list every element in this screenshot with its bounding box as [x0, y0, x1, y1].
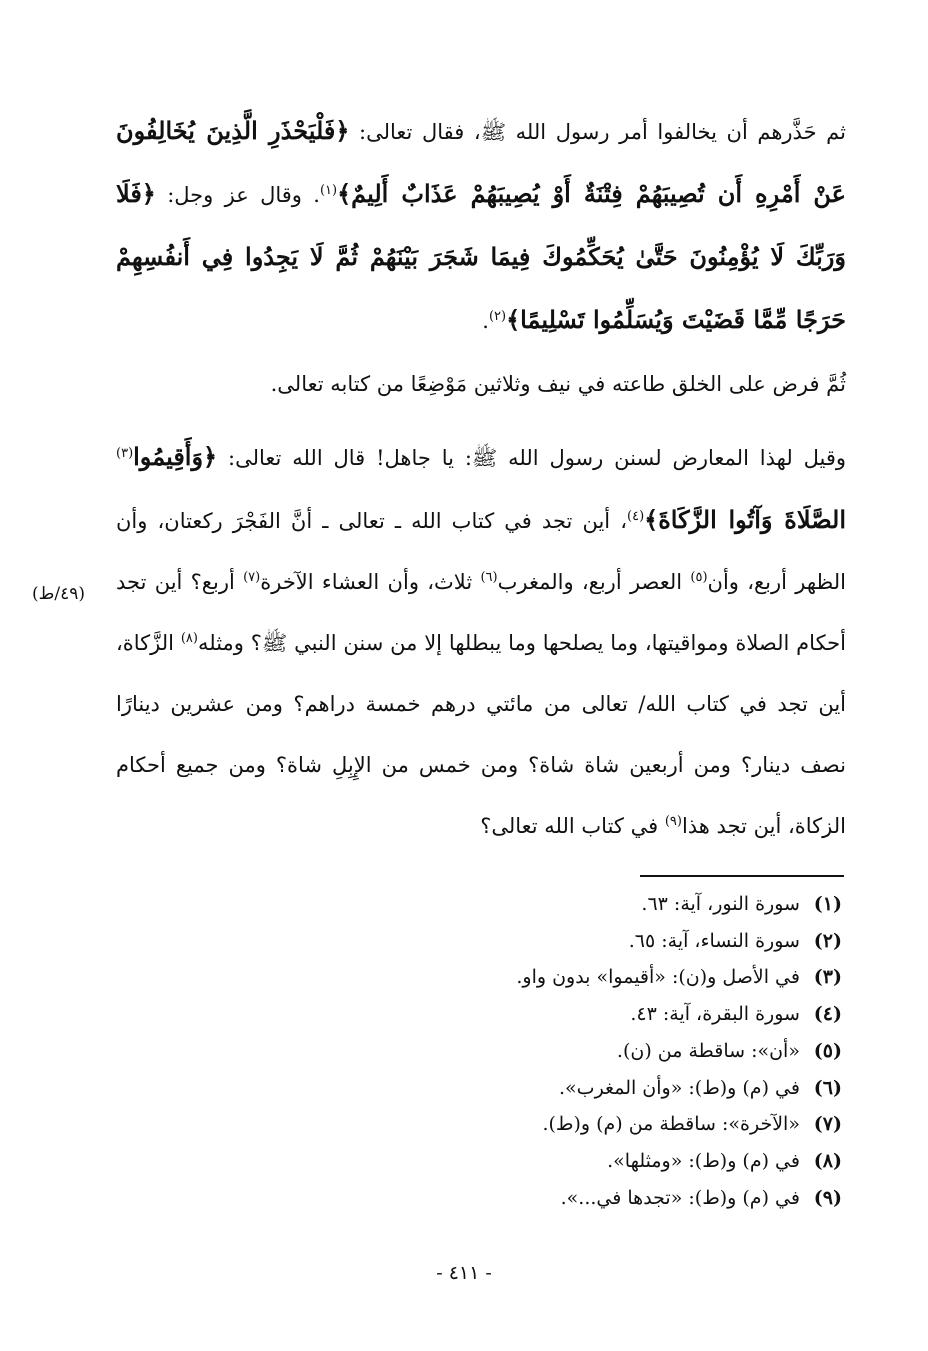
text-run: ، أين تجد في كتاب الله ـ تعالى ـ أنَّ الفَجْرَ ركعتان، وأن الظهر أربع، وأن	[116, 509, 846, 594]
page-number: - ٤١١ -	[436, 1262, 492, 1284]
text-run: ثُمَّ فرض على الخلق طاعته في نيف وثلاثين مَوْضِعًا من كتابه تعالى.	[270, 372, 846, 396]
footnote-text: في (م) و(ط): «ومثلها».	[607, 1149, 800, 1172]
paragraph-2	[116, 354, 846, 415]
footnote-number: (٢)	[813, 929, 842, 952]
footnote-ref: (٧)	[243, 570, 261, 585]
footnote-ref: (٩)	[664, 814, 682, 829]
footnote-text: سورة النساء، آية: ٦٥.	[628, 929, 800, 952]
footnote-item	[322, 996, 842, 1033]
text-run: الزَّكاة، أين تجد في كتاب الله/ تعالى من مائتي درهم خمسة دراهم؟ ومن عشرين دينارًا نصف دينار؟ ومن أربعين شاة شاة؟ ومن خمس من الإِبِلِ شاة؟ ومن جميع أحكام الزكاة، أين تجد هذا	[116, 631, 846, 838]
footnote-item	[322, 1106, 842, 1143]
footnote-ref: (١)	[319, 183, 338, 198]
footnote-number: (٣)	[813, 966, 842, 989]
text-run: أربع؟ أين تجد أحكام الصلاة ومواقيتها، وما يصلحها وما يبطلها إلا من سنن النبي ﷺ؟ ومثله	[116, 570, 846, 655]
quran-verse: ﴿وَأَقِيمُوا	[133, 442, 218, 471]
margin-note: (٤٩/ط)	[32, 584, 85, 604]
footnote-item	[322, 1070, 842, 1107]
footnote-text: «الآخرة»: ساقطة من (م) و(ط).	[542, 1113, 800, 1136]
quran-verse: ﴿فَلَا وَرَبِّكَ لَا يُؤْمِنُونَ حَتَّىٰ يُحَكِّمُوكَ فِيمَا شَجَرَ بَيْنَهُمْ ثُمَّ لَا يَجِدُوا فِي أَنفُسِهِمْ حَرَجًا مِّمَّا قَضَيْتَ وَيُسَلِّمُوا تَسْلِيمًا﴾	[116, 179, 846, 334]
footnote-number: (٦)	[813, 1076, 842, 1099]
footnote-item	[322, 886, 842, 923]
text-run: وقيل لهذا المعارض لسنن رسول الله ﷺ: يا جاهل! قال الله تعالى:	[217, 446, 846, 470]
quran-verse: الصَّلَاةَ وَآتُوا الزَّكَاةَ﴾	[644, 505, 846, 534]
footnote-number: (٨)	[813, 1149, 842, 1172]
footnote-text: سورة النور، آية: ٦٣.	[641, 893, 800, 915]
footnote-ref: (٦)	[480, 570, 498, 585]
footnote-text: سورة البقرة، آية: ٤٣.	[630, 1003, 800, 1026]
main-text	[116, 100, 846, 857]
footnote-number: (٤)	[813, 1003, 842, 1026]
text-run: العصر أربع، والمغرب	[497, 570, 691, 594]
footnote-ref: (٥)	[690, 570, 708, 585]
footnote-ref: (٢)	[488, 309, 507, 324]
footnote-text: «أن»: ساقطة من (ن).	[616, 1039, 800, 1062]
footnote-item	[322, 1143, 842, 1180]
text-run: . وقال عز وجل:	[155, 183, 320, 207]
footnotes-list	[322, 886, 842, 1216]
footnote-ref: (٣)	[116, 446, 134, 461]
footnote-item	[322, 923, 842, 960]
footnote-item	[322, 959, 842, 996]
footnote-number: (١)	[813, 893, 842, 915]
text-run: .	[482, 309, 489, 333]
footnote-text: في الأصل و(ن): «أقيموا» بدون واو.	[516, 966, 800, 989]
footnote-text: في (م) و(ط): «وأن المغرب».	[559, 1076, 800, 1099]
footnote-item	[322, 1033, 842, 1070]
footnote-number: (٧)	[813, 1113, 842, 1136]
text-run: في كتاب الله تعالى؟	[480, 814, 665, 838]
footnote-ref: (٨)	[180, 631, 198, 646]
footnote-item	[322, 1180, 842, 1217]
footnote-number: (٩)	[813, 1186, 842, 1209]
text-run: ثم حَذَّرهم أن يخالفوا أمر رسول الله ﷺ، فقال تعالى:	[349, 120, 846, 144]
text-run: ثلاث، وأن العشاء الآخرة	[260, 570, 481, 594]
footnote-separator	[640, 875, 844, 877]
footnote-number: (٥)	[813, 1039, 842, 1062]
quran-verse: ﴿فَلْيَحْذَرِ الَّذِينَ يُخَالِفُونَ عَنْ أَمْرِهِ أَن تُصِيبَهُمْ فِتْنَةٌ أَوْ يُصِيبَهُمْ عَذَابٌ أَلِيمٌ﴾	[116, 116, 847, 208]
paragraph-1	[116, 100, 846, 352]
footnote-text: في (م) و(ط): «تجدها في...».	[560, 1186, 800, 1209]
paragraph-3	[116, 426, 846, 857]
footnote-ref: (٤)	[627, 509, 645, 524]
